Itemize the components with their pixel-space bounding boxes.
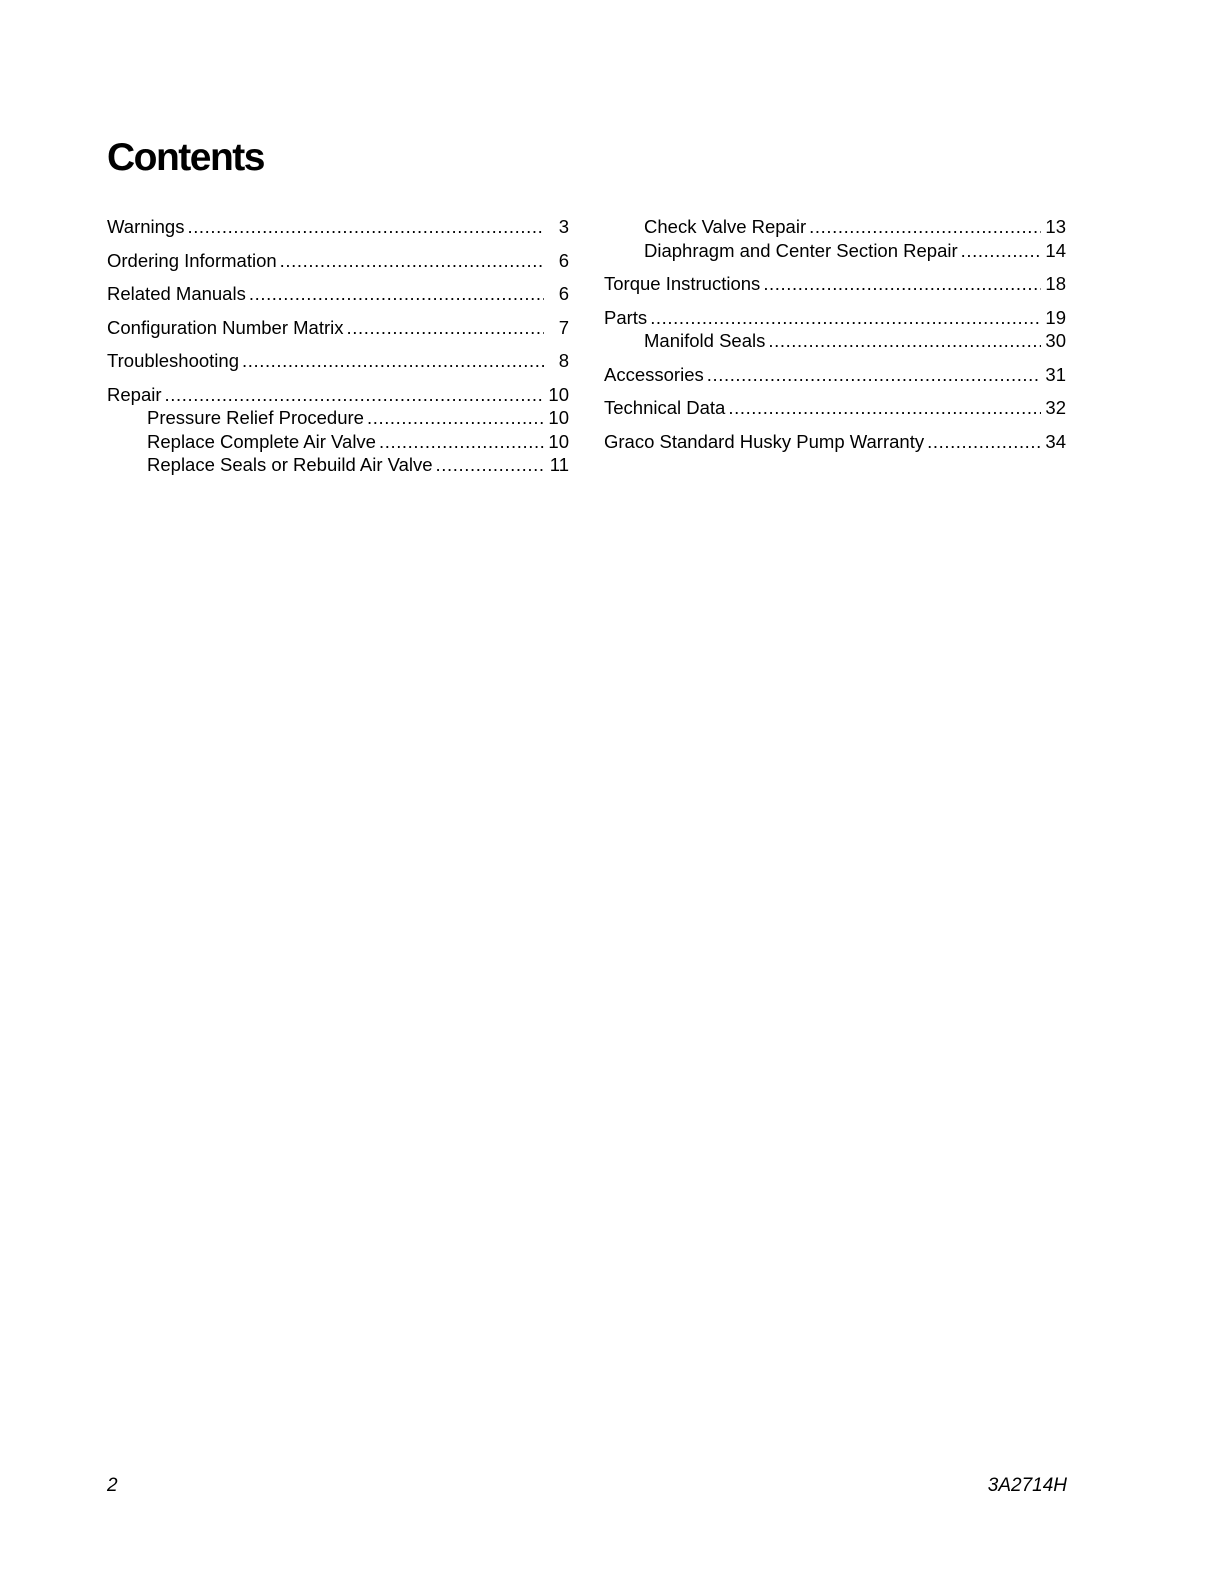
toc-entry-label: Parts <box>604 306 648 328</box>
toc-entry-label: Replace Complete Air Valve <box>147 430 376 452</box>
toc-entry-warnings[interactable] <box>107 215 569 239</box>
toc-leader-dots <box>809 215 1041 239</box>
toc-leader-dots <box>707 363 1041 387</box>
toc-entry-diaphragm-and-center-section-repair[interactable] <box>604 239 1066 263</box>
toc-entry-torque-instructions[interactable] <box>604 272 1066 296</box>
toc-entry-label: Pressure Relief Procedure <box>147 407 364 428</box>
page-number: 2 <box>107 1475 118 1496</box>
toc-entry-page: 32 <box>1045 397 1066 418</box>
toc-entry-label: Ordering Information <box>107 249 277 271</box>
toc-entry-label: Accessories <box>604 363 704 385</box>
toc-entry-page: 10 <box>548 430 569 452</box>
toc-entry-label: Replace Seals or Rebuild Air Valve <box>147 454 433 475</box>
page-title: Contents <box>107 136 264 179</box>
toc-entry-label: Configuration Number Matrix <box>107 316 344 338</box>
toc-entry-replace-complete-air-valve[interactable] <box>107 430 569 454</box>
toc-leader-dots <box>242 349 544 373</box>
toc-right-column <box>604 215 1066 453</box>
toc-entry-label: Torque Instructions <box>604 273 761 294</box>
toc-left-column <box>107 215 569 477</box>
toc-entry-label: Manifold Seals <box>644 330 766 351</box>
toc-entry-related-manuals[interactable] <box>107 282 569 306</box>
toc-leader-dots <box>249 282 544 306</box>
toc-entry-parts[interactable] <box>604 306 1066 330</box>
toc-entry-page: 11 <box>549 454 569 475</box>
toc-entry-pressure-relief-procedure[interactable] <box>107 406 569 430</box>
toc-entry-page: 18 <box>1045 273 1066 294</box>
toc-entry-label: Technical Data <box>604 397 726 418</box>
toc-entry-graco-standard-husky-pump-warranty[interactable] <box>604 430 1066 454</box>
toc-leader-dots <box>728 396 1041 420</box>
toc-entry-label: Diaphragm and Center Section Repair <box>644 239 958 261</box>
toc-leader-dots <box>961 239 1041 263</box>
toc-leader-dots <box>768 329 1041 353</box>
toc-entry-manifold-seals[interactable] <box>604 329 1066 353</box>
toc-entry-page: 3 <box>558 216 569 237</box>
toc-leader-dots <box>367 406 544 430</box>
toc-entry-page: 10 <box>548 407 569 428</box>
toc-entry-page: 7 <box>558 316 569 338</box>
toc-entry-label: Check Valve Repair <box>644 216 807 237</box>
toc-entry-page: 19 <box>1045 306 1066 328</box>
toc-entry-label: Repair <box>107 383 162 405</box>
toc-leader-dots <box>280 249 544 273</box>
toc-leader-dots <box>650 306 1041 330</box>
toc-entry-label: Warnings <box>107 216 185 237</box>
toc-entry-page: 10 <box>548 383 569 405</box>
toc-entry-label: Related Manuals <box>107 283 246 304</box>
toc-entry-technical-data[interactable] <box>604 396 1066 420</box>
toc-leader-dots <box>165 383 545 407</box>
toc-entry-configuration-number-matrix[interactable] <box>107 316 569 340</box>
toc-entry-label: Graco Standard Husky Pump Warranty <box>604 430 925 452</box>
toc-leader-dots <box>379 430 544 454</box>
toc-leader-dots <box>436 453 544 477</box>
page-footer <box>107 1475 1067 1497</box>
toc-entry-page: 34 <box>1045 430 1066 452</box>
toc-entry-replace-seals-or-rebuild-air-valve[interactable] <box>107 453 569 477</box>
toc-entry-page: 14 <box>1045 239 1066 261</box>
toc-entry-page: 6 <box>558 249 569 271</box>
toc-leader-dots <box>187 215 544 239</box>
toc-entry-check-valve-repair[interactable] <box>604 215 1066 239</box>
toc-entry-page: 6 <box>558 283 569 304</box>
document-id: 3A2714H <box>987 1475 1067 1496</box>
toc-entry-repair[interactable] <box>107 383 569 407</box>
toc-entry-troubleshooting[interactable] <box>107 349 569 373</box>
toc-leader-dots <box>346 316 544 340</box>
toc-entry-page: 13 <box>1045 216 1066 237</box>
toc-entry-page: 30 <box>1045 330 1066 351</box>
toc-entry-page: 8 <box>558 350 569 371</box>
toc-entry-accessories[interactable] <box>604 363 1066 387</box>
toc-leader-dots <box>927 430 1041 454</box>
toc-entry-label: Troubleshooting <box>107 350 239 371</box>
toc-leader-dots <box>763 272 1041 296</box>
toc-entry-ordering-information[interactable] <box>107 249 569 273</box>
toc-entry-page: 31 <box>1045 363 1066 385</box>
